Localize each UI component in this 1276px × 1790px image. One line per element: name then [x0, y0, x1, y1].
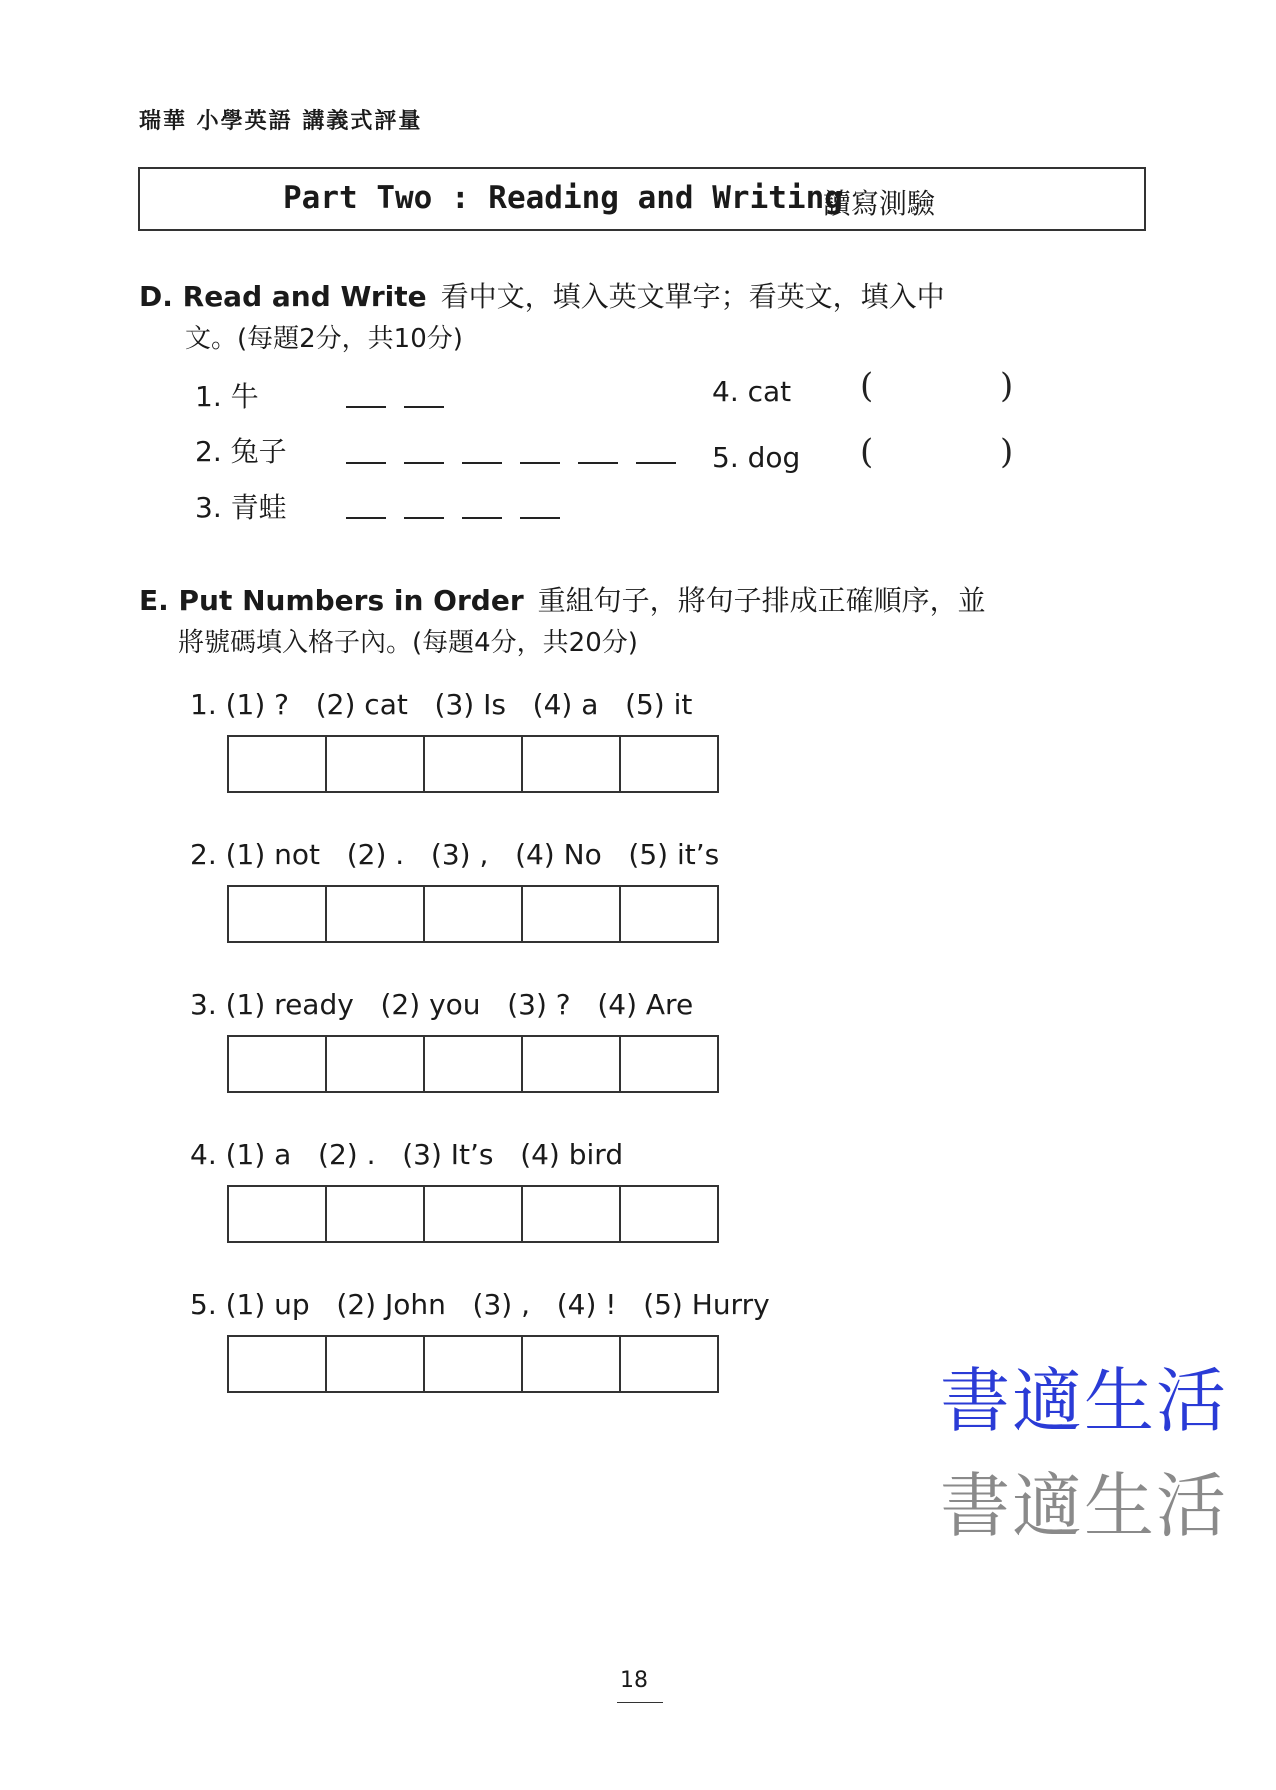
watermark-blue: 書適生活 [940, 1360, 1228, 1442]
d-item-2-blank[interactable] [346, 462, 386, 464]
d-item-2-blank[interactable] [520, 462, 560, 464]
e-item-1-words: 1. (1) ? (2) cat (3) Is (4) a (5) it [190, 688, 693, 721]
answer-box[interactable] [521, 885, 621, 943]
section-e-label: E. Put Numbers in Order [139, 584, 524, 617]
answer-box[interactable] [325, 735, 425, 793]
d-item-3-blank[interactable] [520, 517, 560, 519]
d-item-3-blank[interactable] [404, 517, 444, 519]
e-item-5-words: 5. (1) up (2) John (3) , (4) ! (5) Hurry [190, 1288, 770, 1321]
d-item-2-blank[interactable] [404, 462, 444, 464]
answer-box[interactable] [423, 885, 523, 943]
section-d-label: D. Read and Write [139, 280, 427, 313]
d-item-1-blank[interactable] [404, 406, 444, 408]
answer-box[interactable] [619, 1335, 719, 1393]
answer-box[interactable] [423, 1335, 523, 1393]
section-e-instruction: 重組句子，將句子排成正確順序，並 [537, 584, 986, 617]
answer-box[interactable] [227, 1185, 327, 1243]
e-item-4-words: 4. (1) a (2) . (3) It’s (4) bird [190, 1138, 624, 1171]
answer-box[interactable] [325, 1185, 425, 1243]
d-item-3-number: 3. [195, 491, 222, 524]
answer-box[interactable] [325, 1335, 425, 1393]
answer-box[interactable] [521, 735, 621, 793]
book-header: 瑞華 小學英語 講義式評量 [139, 109, 423, 134]
e-item-5-answer-row [227, 1335, 717, 1393]
answer-box[interactable] [521, 1185, 621, 1243]
answer-box[interactable] [619, 885, 719, 943]
d-item-3 [195, 486, 287, 526]
e-item-2-answer-row [227, 885, 717, 943]
answer-box[interactable] [325, 885, 425, 943]
answer-box[interactable] [619, 735, 719, 793]
answer-box[interactable] [227, 1035, 327, 1093]
d-item-5-number: 5. [712, 441, 739, 474]
d-item-2-text: 兔子 [230, 435, 287, 468]
d-item-5-paren-open: ( [860, 432, 874, 472]
answer-box[interactable] [325, 1035, 425, 1093]
page-number-underline [617, 1702, 663, 1703]
answer-box[interactable] [619, 1185, 719, 1243]
answer-box[interactable] [521, 1035, 621, 1093]
e-item-1-answer-row [227, 735, 717, 793]
d-item-4 [712, 375, 791, 408]
answer-box[interactable] [521, 1335, 621, 1393]
d-item-1-number: 1. [195, 380, 222, 413]
answer-box[interactable] [423, 735, 523, 793]
section-d-instruction-cont: 文。(每題2分，共10分) [185, 324, 463, 354]
d-item-2-blank[interactable] [462, 462, 502, 464]
part-title-chinese: 讀寫測驗 [823, 187, 936, 220]
e-item-4-answer-row [227, 1185, 717, 1243]
section-d-heading [139, 280, 945, 314]
e-item-3-answer-row [227, 1035, 717, 1093]
d-item-4-paren-close: ) [1000, 366, 1014, 406]
d-item-3-text: 青蛙 [230, 491, 287, 524]
section-e-heading [139, 584, 986, 618]
answer-box[interactable] [423, 1035, 523, 1093]
d-item-1 [195, 375, 259, 415]
d-item-2-blank[interactable] [578, 462, 618, 464]
d-item-1-blank[interactable] [346, 406, 386, 408]
d-item-1-text: 牛 [230, 380, 259, 413]
d-item-3-blank[interactable] [462, 517, 502, 519]
answer-box[interactable] [227, 1335, 327, 1393]
e-item-3-words: 3. (1) ready (2) you (3) ? (4) Are [190, 988, 694, 1021]
d-item-5-text: dog [747, 441, 801, 474]
d-item-2-blank[interactable] [636, 462, 676, 464]
d-item-3-blank[interactable] [346, 517, 386, 519]
answer-box[interactable] [619, 1035, 719, 1093]
watermark-gray: 書適生活 [940, 1465, 1228, 1547]
page-number: 18 [620, 1668, 648, 1693]
answer-box[interactable] [227, 735, 327, 793]
answer-box[interactable] [227, 885, 327, 943]
part-title-english: Part Two : Reading and Writing [283, 180, 843, 216]
e-item-2-words: 2. (1) not (2) . (3) , (4) No (5) it’s [190, 838, 720, 871]
section-d-instruction: 看中文，填入英文單字；看英文，填入中 [440, 280, 945, 313]
d-item-4-number: 4. [712, 375, 739, 408]
section-e-instruction-cont: 將號碼填入格子內。(每題4分，共20分) [178, 628, 638, 658]
d-item-4-text: cat [747, 375, 792, 408]
d-item-2-number: 2. [195, 435, 222, 468]
answer-box[interactable] [423, 1185, 523, 1243]
d-item-2 [195, 430, 287, 470]
d-item-5 [712, 441, 800, 474]
d-item-5-paren-close: ) [1000, 432, 1014, 472]
d-item-4-paren-open: ( [860, 366, 874, 406]
